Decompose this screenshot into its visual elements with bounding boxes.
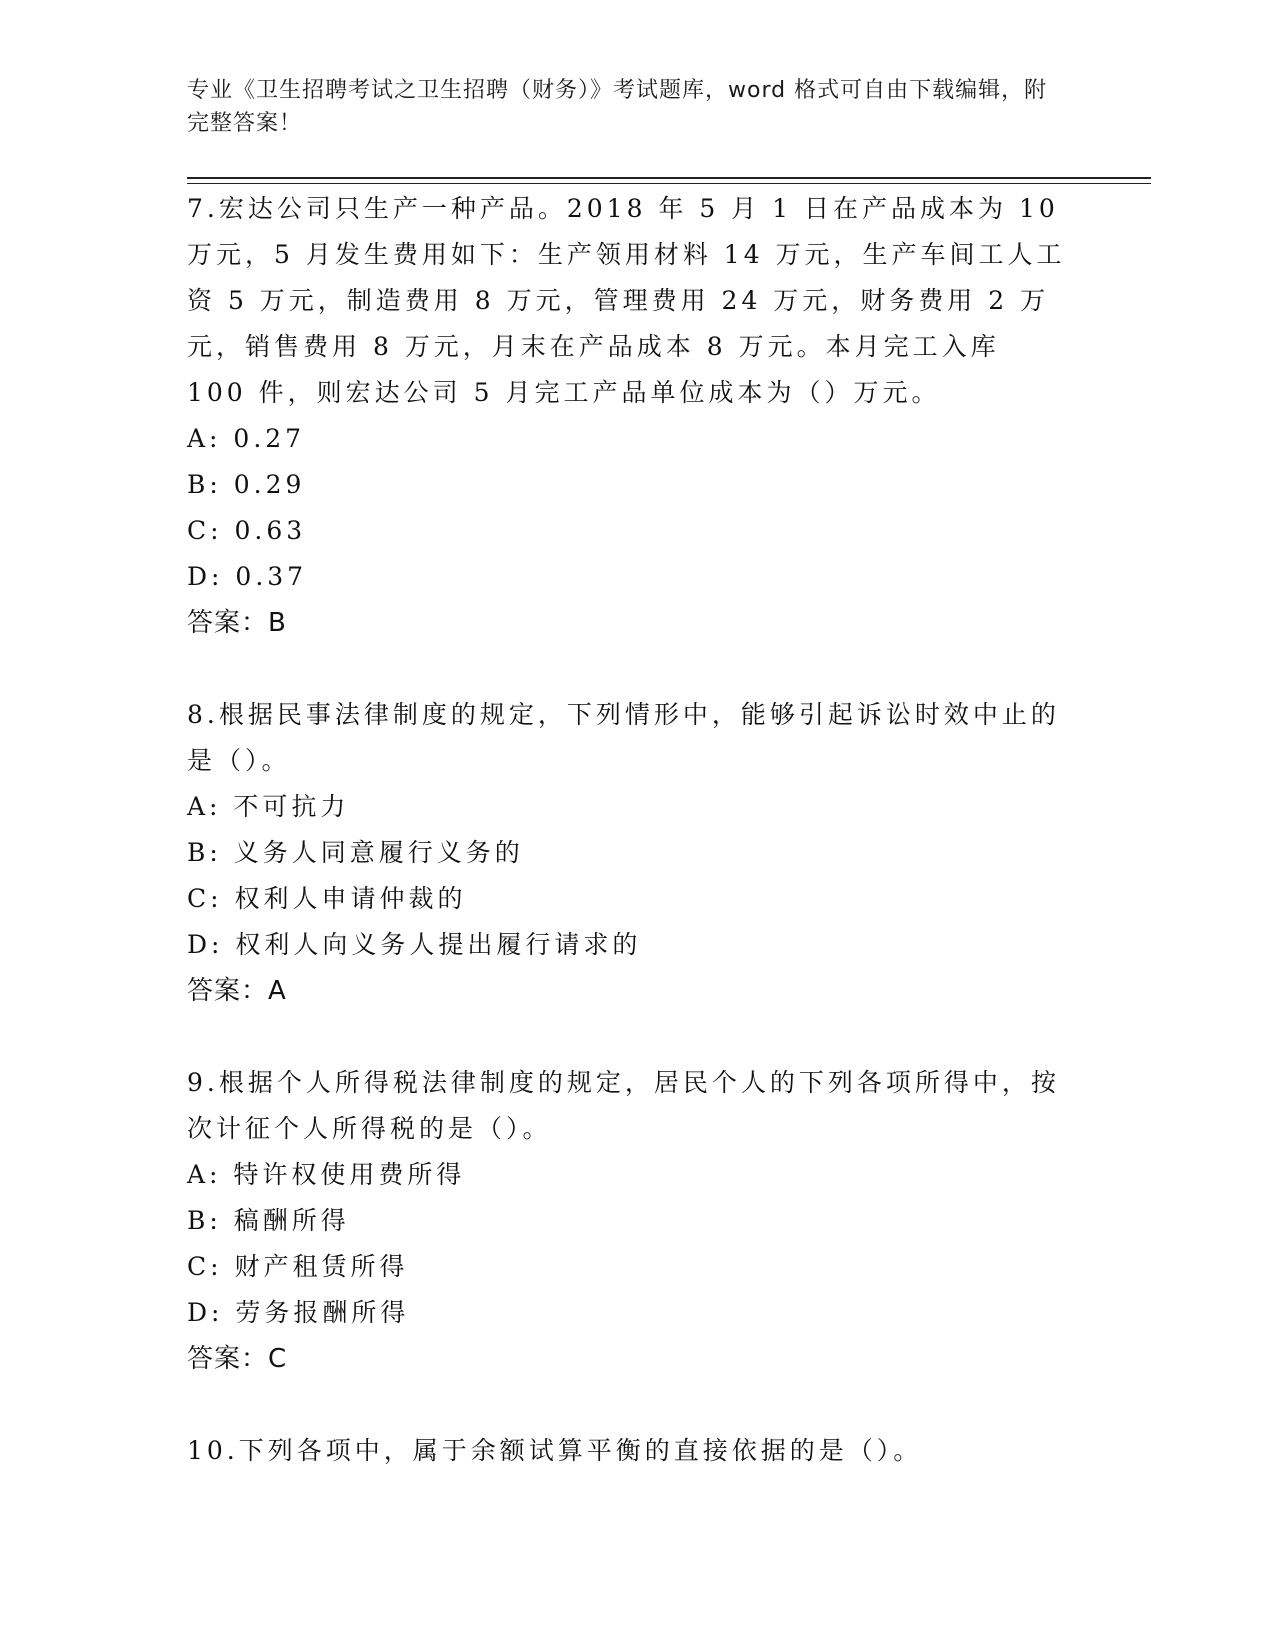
question-9	[187, 1060, 1067, 1382]
option-d: D: 权利人向义务人提出履行请求的	[187, 930, 642, 959]
question-text: 7.宏达公司只生产一种产品。2018 年 5 月 1 日在产品成本为 10 万元，5 月发生费用如下：生产领用材料 14 万元，生产车间工人工资 5 万元，制造费用 8 万元，管理费用 24 万元，财务费用 2 万元，销售费用 8 万元，月末在产品成本 8 万元。本月完工入库 100 件，则宏达公司 5 月完工产品单位成本为（）万元。	[187, 194, 1066, 407]
option-a: A: 特许权使用费所得	[187, 1160, 466, 1189]
option-b: B: 0.29	[187, 470, 306, 499]
question-8	[187, 692, 1067, 1014]
option-a: A: 不可抗力	[187, 792, 350, 821]
option-c: C: 财产租赁所得	[187, 1252, 409, 1281]
option-c: C: 权利人申请仲裁的	[187, 884, 467, 913]
answer: 答案：A	[187, 976, 287, 1006]
option-a: A: 0.27	[187, 424, 306, 453]
header-divider-thin	[187, 183, 1151, 184]
option-d: D: 0.37	[187, 562, 308, 591]
spacer	[187, 1382, 1067, 1428]
option-c: C: 0.63	[187, 516, 307, 545]
spacer	[187, 1014, 1067, 1060]
spacer	[187, 646, 1067, 692]
question-7	[187, 186, 1067, 646]
header-divider-thick	[187, 177, 1151, 179]
question-10	[187, 1428, 1067, 1474]
answer: 答案：C	[187, 1344, 288, 1374]
option-b: B: 义务人同意履行义务的	[187, 838, 524, 867]
document-header: 专业《卫生招聘考试之卫生招聘（财务）》考试题库，word 格式可自由下载编辑，附完整答案！	[187, 78, 1048, 136]
question-list	[187, 186, 1067, 1474]
answer: 答案：B	[187, 608, 287, 638]
question-text: 9.根据个人所得税法律制度的规定，居民个人的下列各项所得中，按次计征个人所得税的是（）。	[187, 1068, 1060, 1143]
option-b: B: 稿酬所得	[187, 1206, 350, 1235]
question-text: 8.根据民事法律制度的规定，下列情形中，能够引起诉讼时效中止的是（）。	[187, 700, 1060, 775]
question-text: 10.下列各项中，属于余额试算平衡的直接依据的是（）。	[187, 1436, 923, 1465]
option-d: D: 劳务报酬所得	[187, 1298, 410, 1327]
